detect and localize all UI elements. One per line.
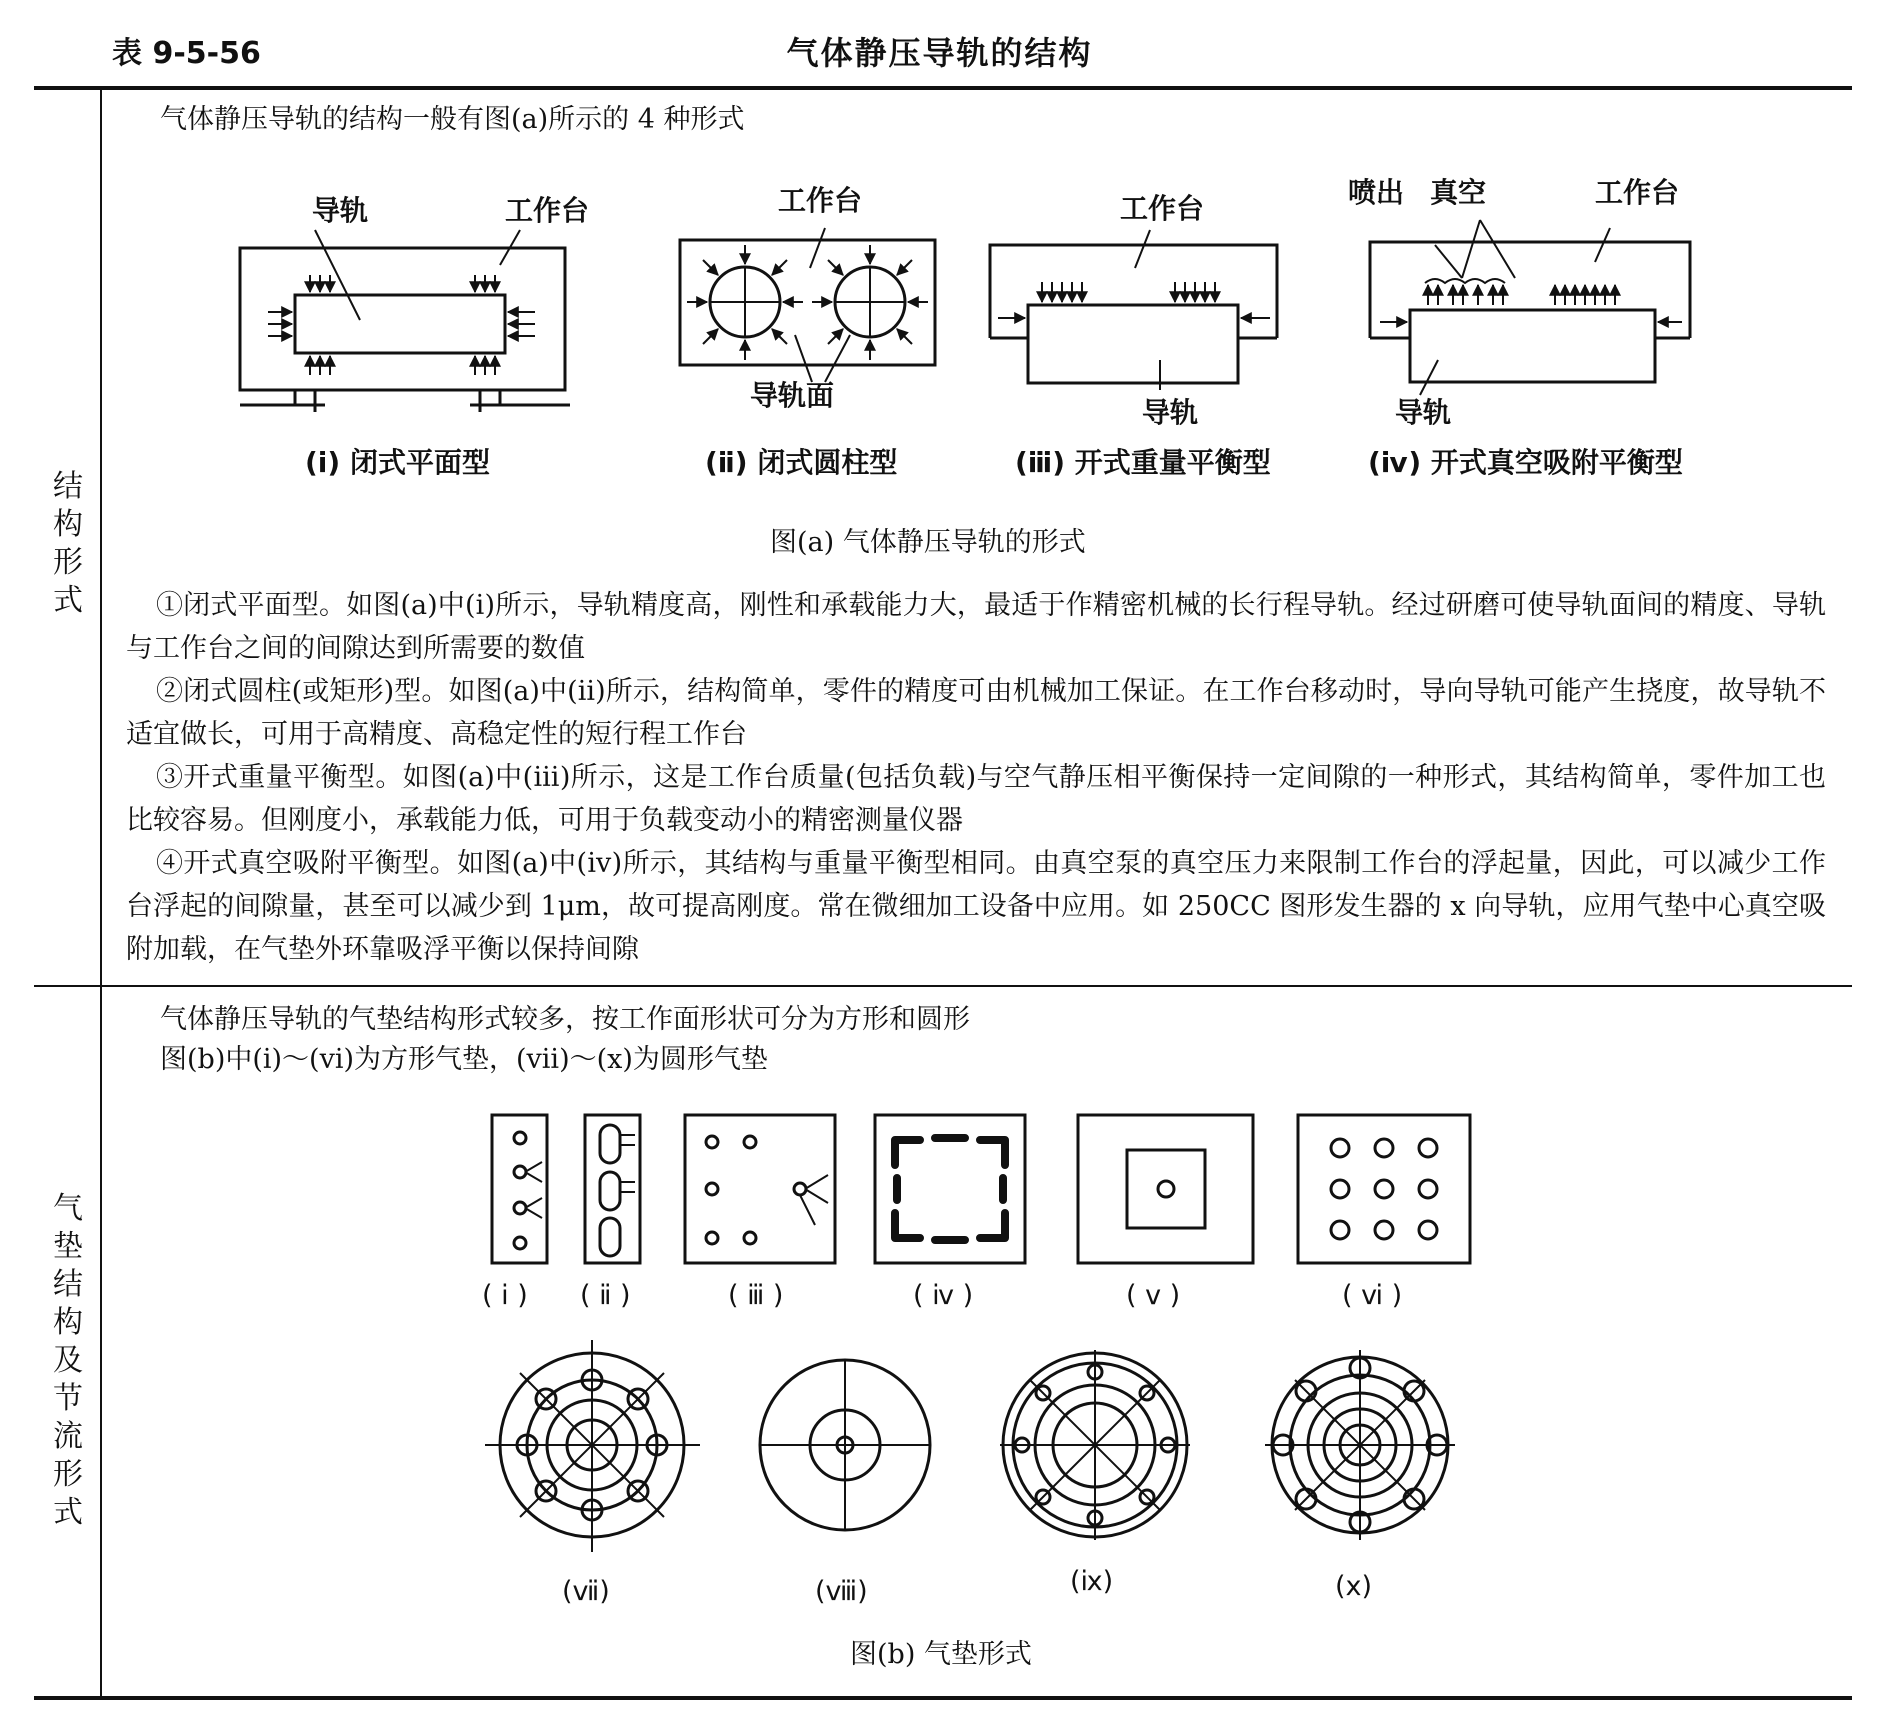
side-char: 形: [53, 545, 83, 580]
label-guide-surface: 导轨面: [750, 379, 835, 412]
label-jet-out: 喷出: [1348, 176, 1405, 209]
label-worktable: 工作台: [778, 184, 863, 217]
pad-square-v: [1078, 1115, 1253, 1263]
section1-paragraphs: [126, 584, 1826, 971]
paragraph: ④开式真空吸附平衡型。如图(a)中(ⅳ)所示，其结构与重量平衡型相同。由真空泵的真空压力来限制工作台的浮起量，因此，可以减少工作台浮起的间隙量，甚至可以减少到 1μm，故可提高刚度。常在微细加工设备中应用。如 250CC 图形发生器的 x 向导轨，应用气垫中心真空吸附加载，在气垫外环靠吸浮平衡以保持间隙: [126, 848, 1826, 965]
subcaption: (ⅲ) 开式重量平衡型: [1015, 446, 1271, 479]
pad-round-x: [1265, 1350, 1455, 1540]
pad-square-ii: [585, 1115, 640, 1263]
pad-label: ( ⅳ ): [913, 1280, 974, 1311]
label-worktable: 工作台: [1120, 192, 1205, 225]
side-char: 气: [53, 1191, 83, 1226]
pad-round-ix: [1000, 1350, 1190, 1540]
pad-round-viii: [760, 1360, 930, 1530]
side-char: 结: [53, 1267, 83, 1302]
top-rule: [34, 86, 1852, 90]
label-guide-rail: 导轨: [312, 194, 369, 227]
diagram-closed-cylindrical: [680, 228, 935, 382]
bottom-rule: [34, 1696, 1852, 1700]
section1-intro: 气体静压导轨的结构一般有图(a)所示的 4 种形式: [160, 104, 745, 135]
pad-square-vi: [1298, 1115, 1470, 1263]
side-char: 式: [53, 1495, 83, 1530]
paragraph: ②闭式圆柱(或矩形)型。如图(a)中(ⅱ)所示，结构简单，零件的精度可由机械加工保证。在工作台移动时，导向导轨可能产生挠度，故导轨不适宜做长，可用于高精度、高稳定性的短行程工作台: [126, 676, 1826, 750]
diagram-closed-planar: [240, 230, 570, 412]
figure-b: [480, 1100, 1520, 1620]
pad-label: ( ⅰ ): [482, 1280, 528, 1311]
pad-square-i: [492, 1115, 547, 1263]
pad-label: ( ⅱ ): [580, 1280, 631, 1311]
figure-b-caption: 图(b) 气垫形式: [850, 1639, 1032, 1670]
side-char: 节: [53, 1381, 83, 1416]
section1-side-label: [38, 468, 98, 620]
pad-label: ( ⅴ ): [1126, 1280, 1181, 1311]
label-guide-rail: 导轨: [1142, 396, 1199, 429]
side-char: 及: [53, 1343, 83, 1378]
intro-line: 气体静压导轨的气垫结构形式较多，按工作面形状可分为方形和圆形: [160, 1004, 970, 1035]
side-char: 构: [53, 507, 83, 542]
label-worktable: 工作台: [505, 194, 590, 227]
label-vacuum: 真空: [1430, 176, 1487, 209]
column-divider: [100, 88, 102, 1698]
side-char: 形: [53, 1457, 83, 1492]
figure-a-caption: 图(a) 气体静压导轨的形式: [770, 527, 1086, 558]
pad-round-vii: [485, 1340, 700, 1552]
subcaption: (ⅱ) 闭式圆柱型: [705, 446, 898, 479]
table-number: 表 9-5-56: [112, 36, 261, 71]
side-char: 垫: [53, 1229, 83, 1264]
intro-line: 图(b)中(ⅰ)～(ⅵ)为方形气垫，(ⅶ)～(ⅹ)为圆形气垫: [160, 1044, 768, 1075]
pad-label: (ⅸ): [1070, 1566, 1114, 1597]
diagram-open-vacuum-balanced: [1370, 220, 1690, 395]
side-char: 流: [53, 1419, 83, 1454]
section2-side-label: [38, 1190, 98, 1532]
subcaption: (ⅰ) 闭式平面型: [305, 446, 490, 479]
pad-label: (ⅶ): [562, 1576, 610, 1607]
pad-square-iii: [685, 1115, 835, 1263]
figure-a: [200, 160, 1760, 490]
pad-label: (ⅹ): [1335, 1571, 1373, 1602]
label-worktable: 工作台: [1595, 176, 1680, 209]
label-guide-rail: 导轨: [1395, 396, 1452, 429]
pad-square-iv: [875, 1115, 1025, 1263]
side-char: 构: [53, 1305, 83, 1340]
subcaption: (ⅳ) 开式真空吸附平衡型: [1368, 446, 1683, 479]
section2-intro: [160, 1000, 970, 1080]
side-char: 式: [53, 583, 83, 618]
paragraph: ③开式重量平衡型。如图(a)中(ⅲ)所示，这是工作台质量(包括负载)与空气静压相平衡保持一定间隙的一种形式，其结构简单，零件加工也比较容易。但刚度小，承载能力低，可用于负载变动小的精密测量仪器: [126, 762, 1826, 836]
pad-label: (ⅷ): [815, 1576, 868, 1607]
diagram-open-weight-balanced: [990, 230, 1277, 390]
pad-label: ( ⅵ ): [1342, 1280, 1403, 1311]
middle-rule: [34, 985, 1852, 987]
paragraph: ①闭式平面型。如图(a)中(ⅰ)所示，导轨精度高，刚性和承载能力大，最适于作精密机械的长行程导轨。经过研磨可使导轨面间的精度、导轨与工作台之间的间隙达到所需要的数值: [126, 590, 1826, 664]
side-char: 结: [53, 469, 83, 504]
pad-label: ( ⅲ ): [728, 1280, 784, 1311]
page-title: 气体静压导轨的结构: [786, 34, 1093, 72]
